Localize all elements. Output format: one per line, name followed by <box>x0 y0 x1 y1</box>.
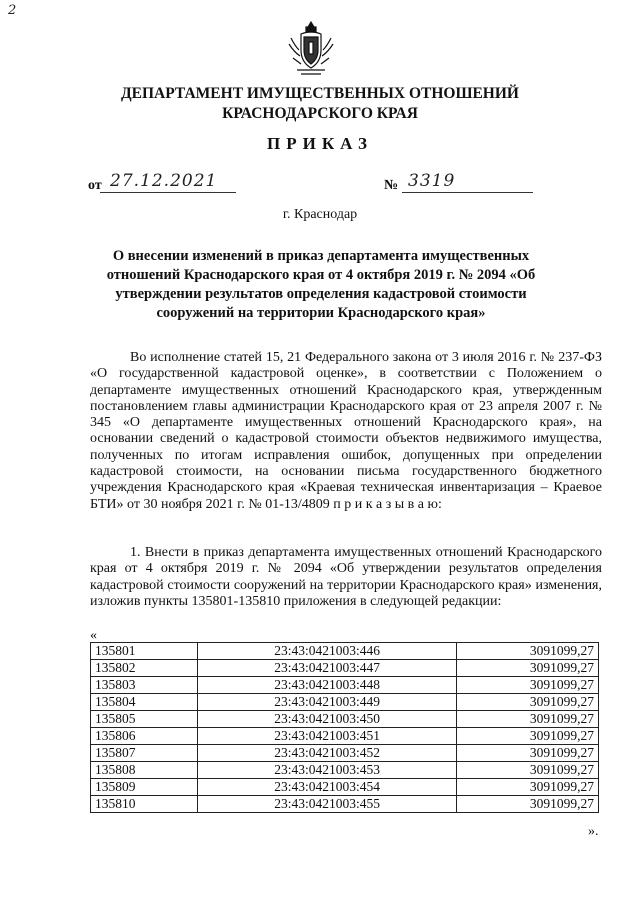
body-paragraph-2: 1. Внести в приказ департамента имущественных отношений Краснодарского края от 4 октября 2019 г. № 2094 «Об утверждении результатов определения кадастровой стоимости сооружений на территории Краснодарского края» изменения, изложив пункты 135801-135810 приложения в следующей редакции: <box>90 545 602 609</box>
number-label <box>384 178 398 194</box>
table-row <box>91 677 599 694</box>
cadastral-number-cell: 23:43:0421003:455 <box>198 796 457 813</box>
row-number-cell: 135810 <box>91 796 198 813</box>
row-number-cell: 135808 <box>91 762 198 779</box>
cadastral-value-cell: 3091099,27 <box>456 643 598 660</box>
row-number-cell: 135807 <box>91 745 198 762</box>
row-number-cell: 135805 <box>91 711 198 728</box>
order-subject: О внесении изменений в приказ департамента имущественных отношений Краснодарского края от 4 октября 2019 г. № 2094 «Об утверждении результатов определения кадастровой стоимости сооружений на территории Краснодарского края» <box>106 248 536 321</box>
row-number-cell: 135803 <box>91 677 198 694</box>
number-label-text: № <box>384 178 399 193</box>
cadastral-value-cell: 3091099,27 <box>456 660 598 677</box>
cadastral-number-cell: 23:43:0421003:447 <box>198 660 457 677</box>
cadastral-table <box>90 642 599 813</box>
table-row <box>91 728 599 745</box>
corner-handwritten-mark: 2 <box>8 3 17 18</box>
table-row <box>91 779 599 796</box>
cadastral-number-cell: 23:43:0421003:451 <box>198 728 457 745</box>
cadastral-value-cell: 3091099,27 <box>456 694 598 711</box>
city-name: г. Краснодар <box>282 207 358 222</box>
cadastral-value-cell: 3091099,27 <box>456 745 598 762</box>
table-row <box>91 745 599 762</box>
cadastral-value-cell: 3091099,27 <box>456 762 598 779</box>
table-row <box>91 796 599 813</box>
cadastral-number-cell: 23:43:0421003:453 <box>198 762 457 779</box>
cadastral-value-cell: 3091099,27 <box>456 728 598 745</box>
table-row <box>91 660 599 677</box>
cadastral-number-cell: 23:43:0421003:454 <box>198 779 457 796</box>
cadastral-number-cell: 23:43:0421003:448 <box>198 677 457 694</box>
quote-open-mark: « <box>90 628 97 643</box>
cadastral-number-cell: 23:43:0421003:450 <box>198 711 457 728</box>
cadastral-number-cell: 23:43:0421003:452 <box>198 745 457 762</box>
cadastral-value-cell: 3091099,27 <box>456 796 598 813</box>
coat-of-arms-icon <box>287 20 335 78</box>
cadastral-number-cell: 23:43:0421003:446 <box>198 643 457 660</box>
table-row <box>91 711 599 728</box>
date-underline <box>100 192 236 193</box>
cadastral-value-cell: 3091099,27 <box>456 711 598 728</box>
department-name-line1: ДЕПАРТАМЕНТ ИМУЩЕСТВЕННЫХ ОТНОШЕНИЙ <box>121 85 519 102</box>
order-title: ПРИКАЗ <box>267 134 373 153</box>
order-number-handwritten: 3319 <box>408 171 456 191</box>
date-label-text: от <box>88 178 102 193</box>
cadastral-number-cell: 23:43:0421003:449 <box>198 694 457 711</box>
number-underline <box>402 192 533 193</box>
table-row <box>91 694 599 711</box>
department-name-line2: КРАСНОДАРСКОГО КРАЯ <box>222 105 418 122</box>
quote-close-mark: ». <box>588 824 599 839</box>
row-number-cell: 135804 <box>91 694 198 711</box>
cadastral-value-cell: 3091099,27 <box>456 677 598 694</box>
table-row <box>91 643 599 660</box>
row-number-cell: 135801 <box>91 643 198 660</box>
cadastral-value-cell: 3091099,27 <box>456 779 598 796</box>
row-number-cell: 135806 <box>91 728 198 745</box>
order-date-handwritten: 27.12.2021 <box>110 171 218 191</box>
row-number-cell: 135802 <box>91 660 198 677</box>
row-number-cell: 135809 <box>91 779 198 796</box>
table-row <box>91 762 599 779</box>
body-paragraph-1: Во исполнение статей 15, 21 Федерального закона от 3 июля 2016 г. № 237-ФЗ «О государственной кадастровой оценке», в соответствии с Положением о департаменте имущественных отношений Краснодарского края, утвержденным постановлением главы администрации Краснодарского края от 23 апреля 2007 г. № 345 «О департаменте имущественных отношений Краснодарского края», на основании сведений о кадастровой стоимости объектов недвижимого имущества, полученных по итогам исправления ошибок, допущенных при определении кадастровой стоимости, на основании письма государственного бюджетного учреждения Краснодарского края «Краевая техническая инвентаризация – Краевое БТИ» от 30 ноября 2021 г. № 01-13/4809 п р и к а з ы в а ю: <box>90 350 602 512</box>
